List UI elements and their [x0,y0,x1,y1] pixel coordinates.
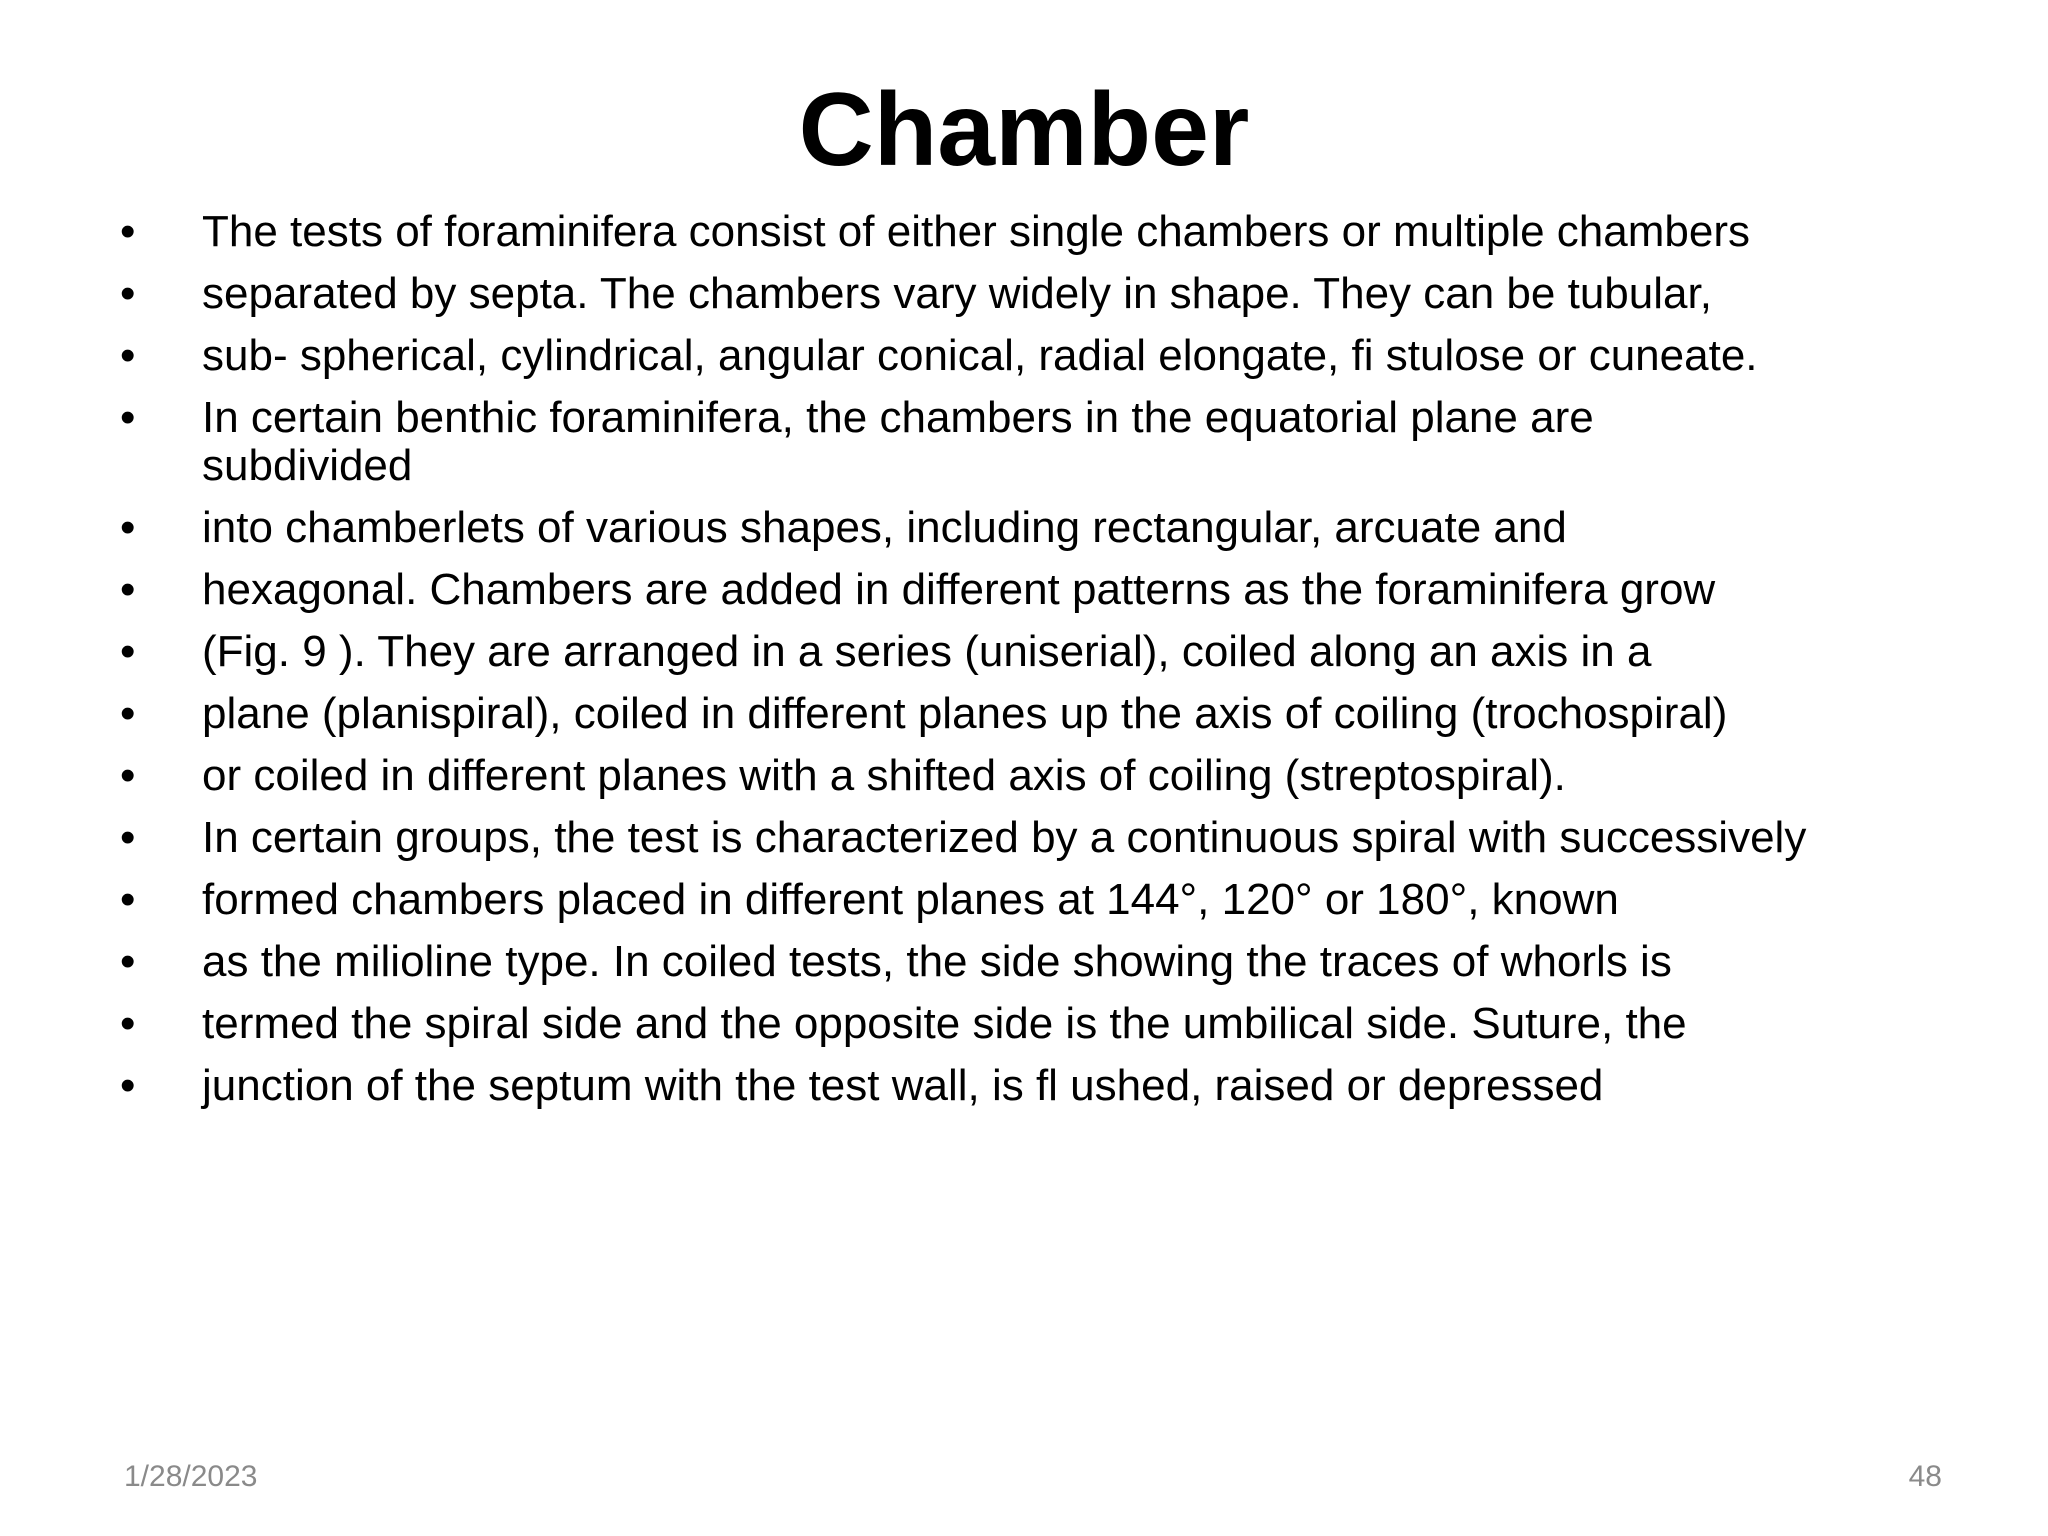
bullet-text: In certain benthic foraminifera, the chambers in the equatorial plane are subdivided [202,393,1594,490]
bullet-text: as the milioline type. In coiled tests, the side showing the traces of whorls is [202,937,1672,986]
bullet-marker: • [120,269,136,318]
bullet-marker: • [120,813,136,862]
bullet-item [120,270,1950,318]
bullet-item [120,628,1950,676]
bullet-text: formed chambers placed in different planes at 144°, 120° or 180°, known [202,875,1619,924]
bullet-marker: • [120,875,136,924]
bullet-marker: • [120,937,136,986]
bullet-item [120,504,1950,552]
bullet-item [120,1000,1950,1048]
bullet-item [120,1062,1950,1110]
bullet-marker: • [120,627,136,676]
bullet-item [120,394,1950,490]
bullet-text: sub- spherical, cylindrical, angular conical, radial elongate, fi stulose or cuneate. [202,331,1758,380]
bullet-text: termed the spiral side and the opposite side is the umbilical side. Suture, the [202,999,1687,1048]
bullet-item [120,752,1950,800]
bullet-item [120,332,1950,380]
bullet-text: plane (planispiral), coiled in different planes up the axis of coiling (trochospiral) [202,689,1728,738]
bullet-text: separated by septa. The chambers vary widely in shape. They can be tubular, [202,269,1712,318]
bullet-text: or coiled in different planes with a shifted axis of coiling (streptospiral). [202,751,1566,800]
bullet-marker: • [120,207,136,256]
bullet-item [120,876,1950,924]
bullet-item [120,690,1950,738]
bullet-item [120,814,1950,862]
bullet-marker: • [120,999,136,1048]
bullet-marker: • [120,503,136,552]
bullet-text: hexagonal. Chambers are added in different patterns as the foraminifera grow [202,565,1716,614]
bullet-marker: • [120,689,136,738]
bullet-item [120,208,1950,256]
bullet-marker: • [120,393,136,442]
slide-title: Chamber [798,72,1250,188]
bullet-item [120,938,1950,986]
bullet-item [120,566,1950,614]
bullet-marker: • [120,751,136,800]
bullet-marker: • [120,565,136,614]
bullet-text: In certain groups, the test is characterized by a continuous spiral with successively [202,813,1807,862]
bullet-marker: • [120,1061,136,1110]
footer-date: 1/28/2023 [124,1460,258,1493]
footer-page-number: 48 [1908,1460,1942,1493]
bullet-text: The tests of foraminifera consist of either single chambers or multiple chambers [202,207,1750,256]
bullet-text: junction of the septum with the test wall, is fl ushed, raised or depressed [202,1061,1604,1110]
bullet-list [120,208,1950,1124]
bullet-text: into chamberlets of various shapes, including rectangular, arcuate and [202,503,1567,552]
bullet-marker: • [120,331,136,380]
bullet-text: (Fig. 9 ). They are arranged in a series (uniserial), coiled along an axis in a [202,627,1652,676]
